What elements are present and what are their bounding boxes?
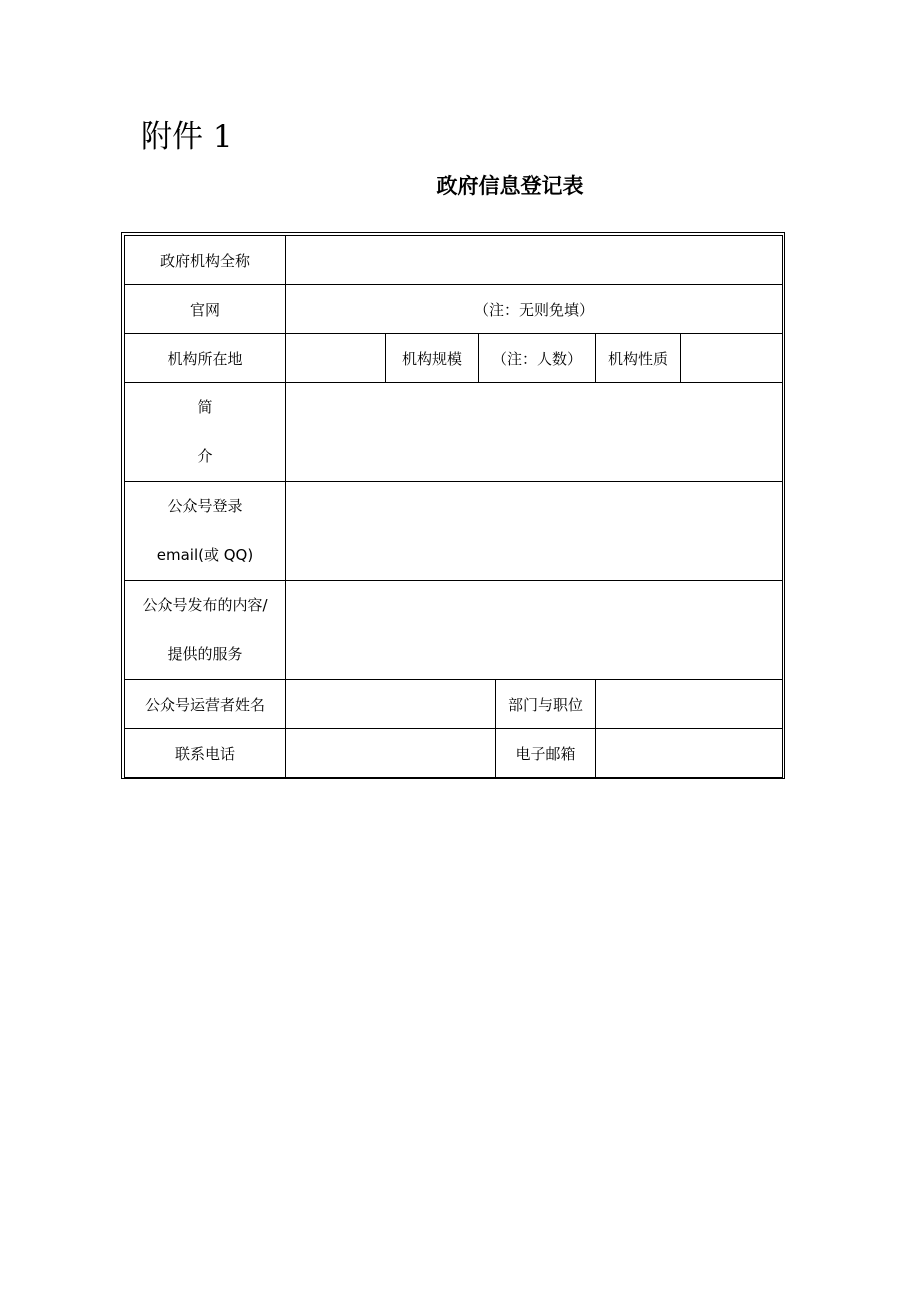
scale-label: 机构规模 — [386, 334, 479, 383]
registration-form — [121, 232, 785, 779]
org-name-field[interactable] — [286, 236, 783, 285]
login-email-label — [125, 482, 286, 581]
intro-label-line1: 简 — [197, 398, 213, 416]
login-email-label-line2: email(或 QQ) — [156, 546, 254, 564]
location-field[interactable] — [286, 334, 386, 383]
registration-table — [124, 235, 783, 778]
content-services-field[interactable] — [286, 581, 783, 680]
email-label: 电子邮箱 — [496, 729, 596, 778]
intro-label-line2: 介 — [197, 447, 213, 465]
content-services-label-line1: 公众号发布的内容/ — [142, 596, 268, 614]
nature-label: 机构性质 — [596, 334, 681, 383]
login-email-label-line1: 公众号登录 — [167, 497, 243, 515]
website-field[interactable]: （注：无则免填） — [286, 285, 783, 334]
content-services-label — [125, 581, 286, 680]
phone-field[interactable] — [286, 729, 496, 778]
operator-name-label: 公众号运营者姓名 — [125, 680, 286, 729]
email-field[interactable] — [596, 729, 783, 778]
content-services-label-line2: 提供的服务 — [167, 645, 243, 663]
intro-field[interactable] — [286, 383, 783, 482]
attachment-label: 附件 1 — [141, 119, 233, 155]
scale-field[interactable]: （注：人数） — [479, 334, 596, 383]
operator-name-field[interactable] — [286, 680, 496, 729]
website-label: 官网 — [125, 285, 286, 334]
login-email-field[interactable] — [286, 482, 783, 581]
org-name-label: 政府机构全称 — [125, 236, 286, 285]
dept-position-field[interactable] — [596, 680, 783, 729]
phone-label: 联系电话 — [125, 729, 286, 778]
nature-field[interactable] — [681, 334, 783, 383]
form-title: 政府信息登记表 — [436, 174, 584, 198]
dept-position-label: 部门与职位 — [496, 680, 596, 729]
intro-label — [125, 383, 286, 482]
location-label: 机构所在地 — [125, 334, 286, 383]
